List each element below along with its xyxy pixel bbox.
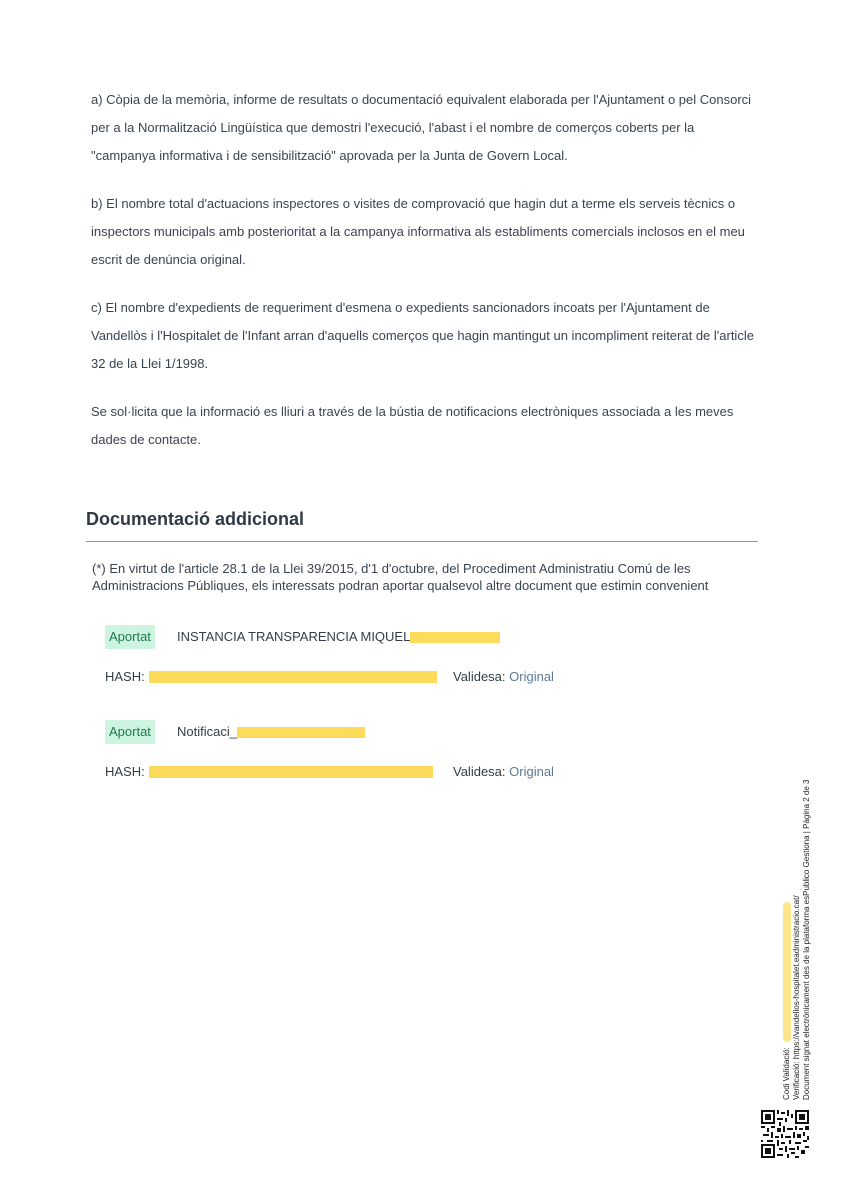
validesa-label: Validesa: xyxy=(453,764,506,779)
paragraph-a: a) Còpia de la memòria, informe de resultats o documentació equivalent elaborada per l'Ajuntament o pel Consorci per a la Normalització Lingüística que demostri l'execució, l'abast i el nombre de comerços coberts per la "campanya informativa i de sensibilització" aprovada per la Junta de Govern Local. xyxy=(91,92,752,163)
paragraph-c: c) El nombre d'expedients de requeriment d'esmena o expedients sancionadors incoats per l'Ajuntament de Vandellòs i l'Hospitalet de l'Infant arran d'aquells comerços que hagin mantingut un incompliment reiterat de l'article 32 de la Llei 1/1998. xyxy=(91,300,754,371)
hash-label: HASH: xyxy=(105,764,145,779)
document-name[interactable] xyxy=(177,629,500,645)
section-title: Documentació addicional xyxy=(86,509,305,529)
sidebar-line-1: Codi Validació: xyxy=(782,1047,791,1100)
document-name-text: Notificaci_ xyxy=(177,724,237,739)
sidebar-line-2[interactable]: Verificació: https://vandellos-hospitalet.eadministracio.cat/ xyxy=(792,895,801,1100)
hash-redaction xyxy=(149,766,433,778)
paragraph-d: Se sol·licita que la informació es lliuri a través de la bústia de notificacions electròniques associada a les meves dades de contacte. xyxy=(91,404,734,447)
validesa xyxy=(453,764,554,780)
validesa-value: Original xyxy=(509,764,554,779)
section-note: (*) En virtut de l'article 28.1 de la Llei 39/2015, d'1 d'octubre, del Procediment Administratiu Comú de les Administracions Públiques, els interessats podran aportar qualsevol altre document que estimin convenient xyxy=(92,561,709,593)
qr-code-icon xyxy=(761,1110,809,1158)
hash-redaction xyxy=(149,671,437,683)
section-divider xyxy=(86,541,758,542)
status-badge: Aportat xyxy=(105,625,155,649)
redaction-mark xyxy=(410,632,500,643)
document-name-text: INSTANCIA TRANSPARENCIA MIQUEL xyxy=(177,629,411,644)
validesa xyxy=(453,669,554,685)
hash-label: HASH: xyxy=(105,669,145,684)
redaction-mark xyxy=(237,727,365,738)
verification-sidebar xyxy=(782,780,812,1101)
validesa-value: Original xyxy=(509,669,554,684)
paragraph-b: b) El nombre total d'actuacions inspectores o visites de comprovació que hagin dut a terme els serveis tècnics o inspectors municipals amb posterioritat a la campanya informativa als establiments comercials inclosos en el meu escrit de denúncia original. xyxy=(91,196,745,267)
status-badge: Aportat xyxy=(105,720,155,744)
validesa-label: Validesa: xyxy=(453,669,506,684)
sidebar-line-3: Document signat electrònicament des de la plataforma esPublico Gestiona | Pàgina 2 de 3 xyxy=(802,779,811,1100)
document-name[interactable] xyxy=(177,724,365,740)
